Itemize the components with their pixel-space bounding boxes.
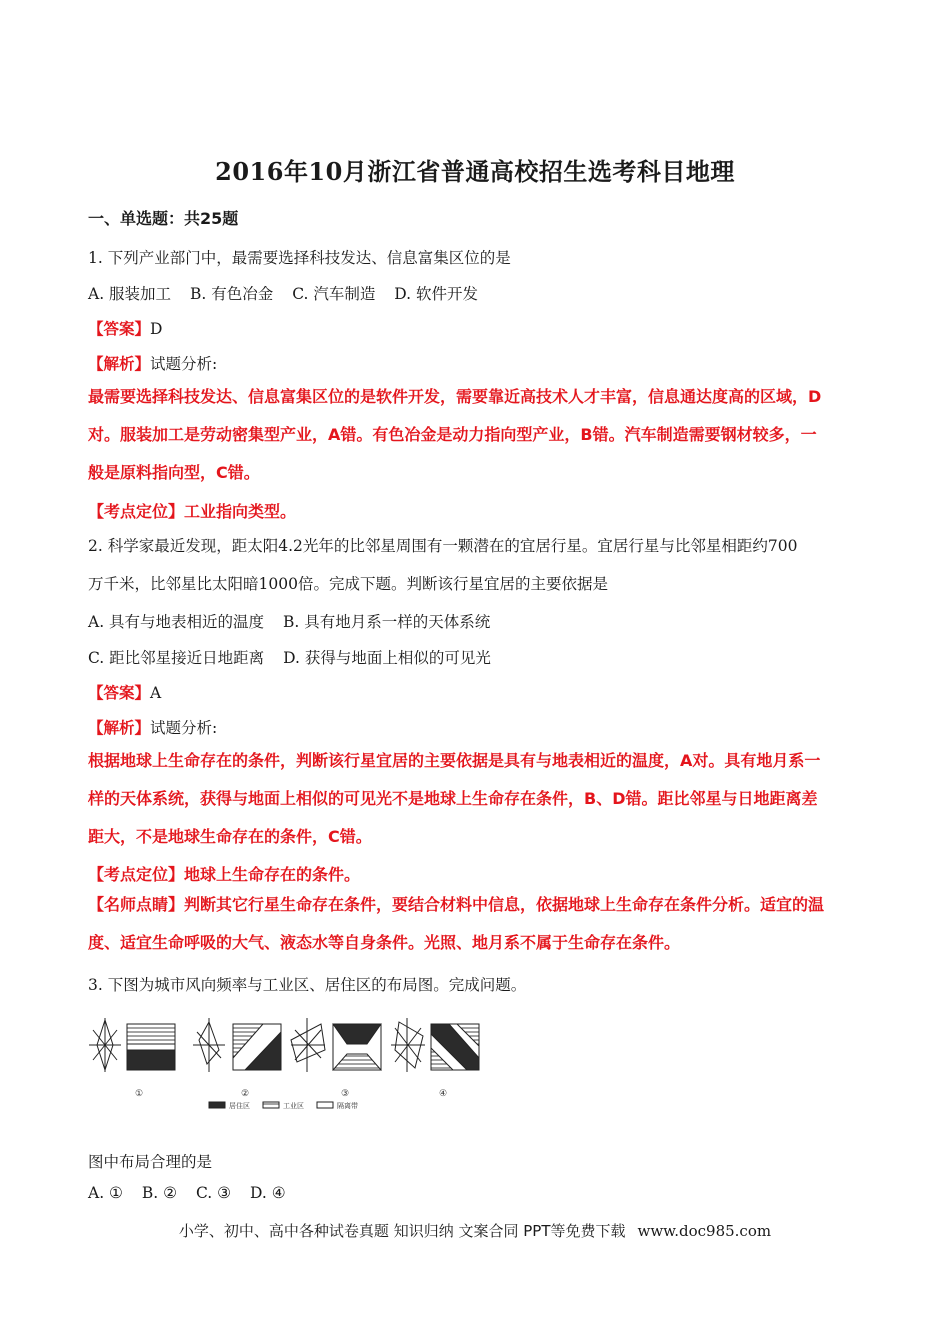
q1-analysis-line: 般是原料指向型，C错。 [88, 463, 260, 482]
footer-url[interactable]: www.doc985.com [637, 1222, 772, 1240]
layout-diagram-3 [291, 1018, 381, 1099]
legend-industrial-swatch [263, 1102, 279, 1108]
q1-option-c: C. 汽车制造 [292, 285, 376, 303]
wind-layout-figure [85, 1010, 485, 1118]
q3-option-c: C. ③ [195, 1184, 232, 1202]
q2-analysis-line: 根据地球上生命存在的条件，判断该行星宜居的主要依据是具有与地表相近的温度，A对。具有地月系一 [88, 751, 821, 770]
q1-option-d: D. 软件开发 [394, 285, 479, 303]
legend-industrial-label: 工业区 [283, 1102, 304, 1110]
footer-text: 小学、初中、高中各种试卷真题 知识归纳 文案合同 PPT等免费下载 [178, 1222, 626, 1240]
q3-question: 图中布局合理的是 [88, 1153, 213, 1171]
buffer-zone [127, 1044, 175, 1050]
figure-label-4: ④ [439, 1089, 448, 1099]
analysis-label-text: 试题分析: [150, 355, 218, 373]
q3-stem: 3. 下图为城市风向频率与工业区、居住区的布局图。完成问题。 [88, 976, 527, 994]
figure-label-3: ③ [341, 1089, 350, 1099]
q2-tips-line: 度、适宜生命呼吸的大气、液态水等自身条件。光照、地月系不属于生命存在条件。 [88, 933, 681, 952]
q1-analysis-label [88, 352, 217, 374]
q2-answer-value: A [150, 684, 162, 702]
q2-option-d: D. 获得与地面上相似的可见光 [283, 649, 491, 667]
q3-option-a: A. ① [88, 1184, 123, 1202]
analysis-label-text: 试题分析: [150, 719, 218, 737]
q2-option-c: C. 距比邻星接近日地距离 [88, 649, 265, 667]
q1-answer [88, 317, 162, 339]
page-footer [0, 1220, 950, 1241]
layout-diagram-1 [89, 1018, 175, 1099]
q2-option-b: B. 具有地月系一样的天体系统 [283, 613, 491, 631]
industrial-zone [127, 1024, 175, 1044]
q1-option-a: A. 服装加工 [88, 285, 172, 303]
answer-tag: 【答案】 [88, 684, 151, 702]
q1-options [88, 282, 492, 304]
q2-analysis [88, 742, 860, 856]
q1-knowledge-point: 【考点定位】工业指向类型。 [88, 502, 297, 521]
q3-option-b: B. ② [141, 1184, 178, 1202]
legend-residential-swatch [209, 1102, 225, 1108]
q1-option-b: B. 有色冶金 [190, 285, 274, 303]
q1-analysis-line: 对。服装加工是劳动密集型产业，A错。有色冶金是动力指向型产业，B错。汽车制造需要钢材较多，一 [88, 425, 817, 444]
q1-answer-value: D [150, 320, 163, 338]
figure-legend [209, 1101, 358, 1110]
q2-stem [88, 527, 860, 603]
answer-tag: 【答案】 [88, 320, 151, 338]
q1-analysis-line: 最需要选择科技发达、信息富集区位的是软件开发，需要靠近高技术人才丰富，信息通达度高的区域，D [88, 387, 822, 406]
q2-stem-line: 万千米，比邻星比太阳暗1000倍。完成下题。判断该行星宜居的主要依据是 [88, 575, 608, 593]
layout-diagram-4 [391, 1018, 479, 1099]
section-heading: 一、单选题：共25题 [88, 209, 239, 228]
q2-analysis-line: 样的天体系统，获得与地面上相似的可见光不是地球上生命存在条件，B、D错。距比邻星与日地距离差 [88, 789, 818, 808]
legend-residential-label: 居住区 [229, 1102, 250, 1110]
q2-analysis-line: 距大，不是地球生命存在的条件，C错。 [88, 827, 372, 846]
q1-analysis [88, 378, 860, 492]
residential-zone [127, 1050, 175, 1070]
wind-rose-icon [291, 1018, 325, 1072]
q2-tips-line: 【名师点睛】判断其它行星生命存在条件，要结合材料中信息，依据地球上生命存在条件分析。适宜的温 [88, 895, 825, 914]
figure-label-1: ① [135, 1089, 144, 1099]
q2-option-a: A. 具有与地表相近的温度 [88, 613, 265, 631]
legend-buffer-label: 隔离带 [337, 1102, 358, 1110]
wind-rose-icon [89, 1018, 121, 1072]
analysis-tag: 【解析】 [88, 719, 151, 737]
page-title: 2016年10月浙江省普通高校招生选考科目地理 [215, 157, 735, 186]
wind-rose-icon [391, 1018, 425, 1072]
q3-option-d: D. ④ [249, 1184, 286, 1202]
q2-options-row2 [88, 646, 505, 668]
layout-diagram-2 [193, 1018, 281, 1099]
q2-analysis-label [88, 716, 217, 738]
q2-knowledge-point: 【考点定位】地球上生命存在的条件。 [88, 865, 361, 884]
q2-answer [88, 681, 161, 703]
q3-options [88, 1184, 300, 1202]
q2-options-row1 [88, 610, 504, 632]
q1-stem: 1. 下列产业部门中，最需要选择科技发达、信息富集区位的是 [88, 249, 511, 267]
figure-label-2: ② [241, 1089, 250, 1099]
wind-rose-icon [193, 1018, 225, 1072]
q2-stem-line: 2. 科学家最近发现，距太阳4.2光年的比邻星周围有一颗潜在的宜居行星。宜居行星与比邻星相距约700 [88, 537, 798, 555]
legend-buffer-swatch [317, 1102, 333, 1108]
q2-teacher-tips [88, 886, 860, 962]
analysis-tag: 【解析】 [88, 355, 151, 373]
